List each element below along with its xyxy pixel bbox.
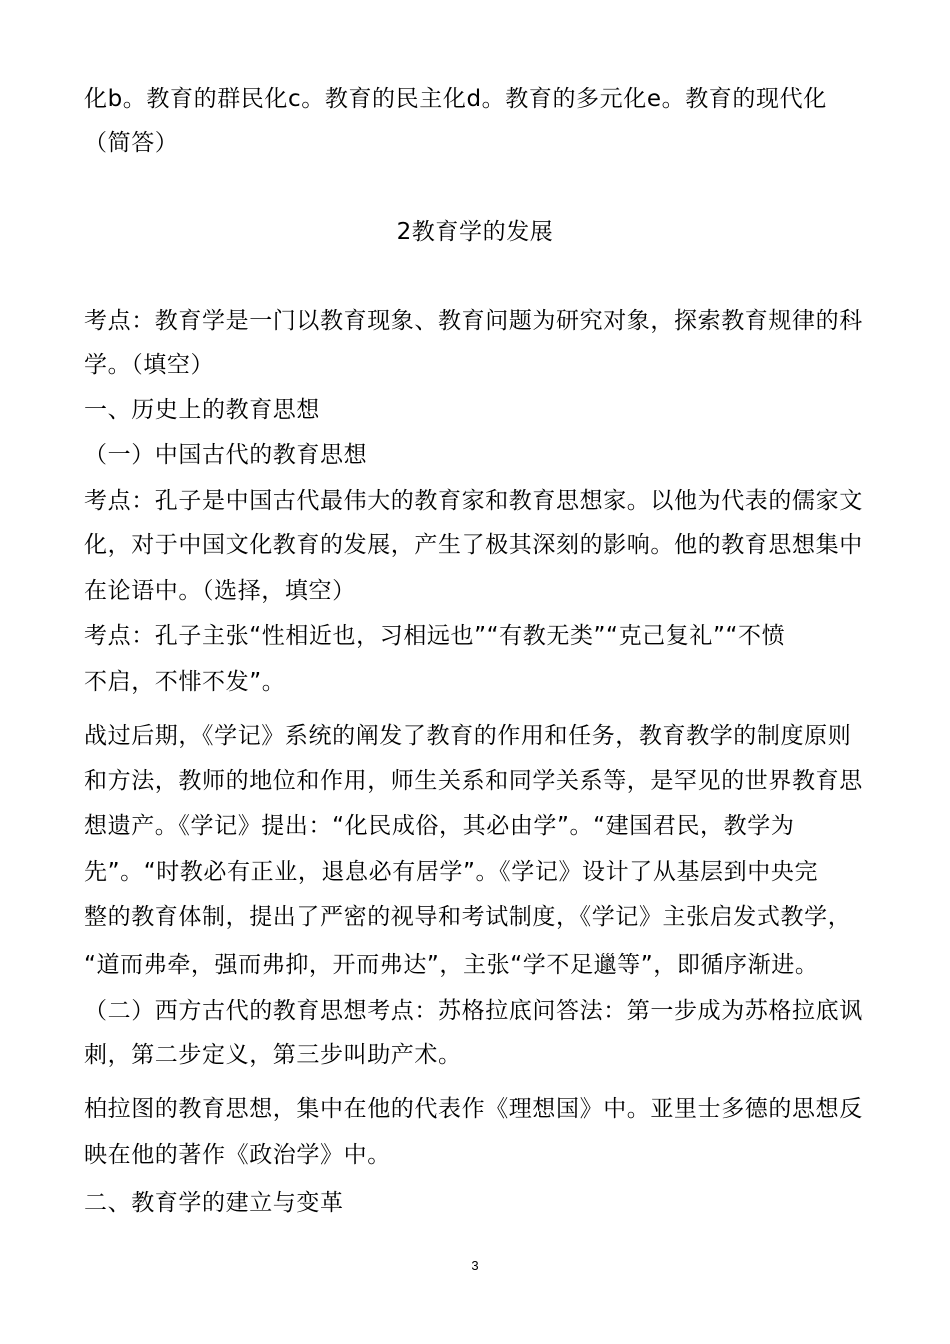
paragraph-line: 映在他的著作《政治学》中。 (84, 1142, 391, 1168)
paragraph-line: 战过后期，《学记》系统的阐发了教育的作用和任务，教育教学的制度原则 (84, 723, 852, 749)
subsection-heading: （一）中国古代的教育思想 (84, 442, 368, 468)
paragraph-line: 考点：孔子是中国古代最伟大的教育家和教育思想家。以他为代表的儒家文 (84, 488, 863, 514)
paragraph-line: 和方法，教师的地位和作用，师生关系和同学关系等，是罕见的世界教育思 (84, 768, 863, 794)
section-heading: 二、教育学的建立与变革 (84, 1190, 344, 1216)
paragraph-line: 想遗产。《学记》提出：“化民成俗，其必由学”。“建国君民，教学为 (84, 813, 795, 839)
paragraph-line: 考点：孔子主张“性相近也，习相远也”“有教无类”“克己复礼”“不愤 (84, 623, 786, 649)
intro-line-2: （简答） (84, 130, 179, 156)
page-number: 3 (471, 1258, 479, 1273)
section-title: 2教育学的发展 (396, 219, 554, 245)
paragraph-line: 先”。“时教必有正业，退息必有居学”。《学记》设计了从基层到中央完 (84, 859, 819, 885)
paragraph-line: 不启，不悱不发”。 (84, 669, 286, 695)
paragraph-line: 化，对于中国文化教育的发展，产生了极其深刻的影响。他的教育思想集中 (84, 532, 863, 558)
paragraph-line: 学。（填空） (84, 352, 215, 378)
paragraph-line: 考点：教育学是一门以教育现象、教育问题为研究对象，探索教育规律的科 (84, 308, 863, 334)
section-heading: 一、历史上的教育思想 (84, 397, 320, 423)
paragraph-line: 刺，第二步定义，第三步叫助产术。 (84, 1042, 462, 1068)
intro-line-1: 化b。教育的群民化c。教育的民主化d。教育的多元化e。教育的现代化 (84, 86, 827, 112)
paragraph-line: “道而弗牵，强而弗抑，开而弗达”，主张“学不足邋等”，即循序渐进。 (84, 952, 819, 978)
paragraph-line: 柏拉图的教育思想，集中在他的代表作《理想国》中。亚里士多德的思想反 (84, 1096, 863, 1122)
paragraph-line: 在论语中。（选择，填空） (84, 578, 356, 604)
paragraph-line: 整的教育体制，提出了严密的视导和考试制度，《学记》主张启发式教学， (84, 904, 852, 930)
subsection-heading: （二）西方古代的教育思想考点：苏格拉底问答法：第一步成为苏格拉底讽 (84, 998, 863, 1024)
